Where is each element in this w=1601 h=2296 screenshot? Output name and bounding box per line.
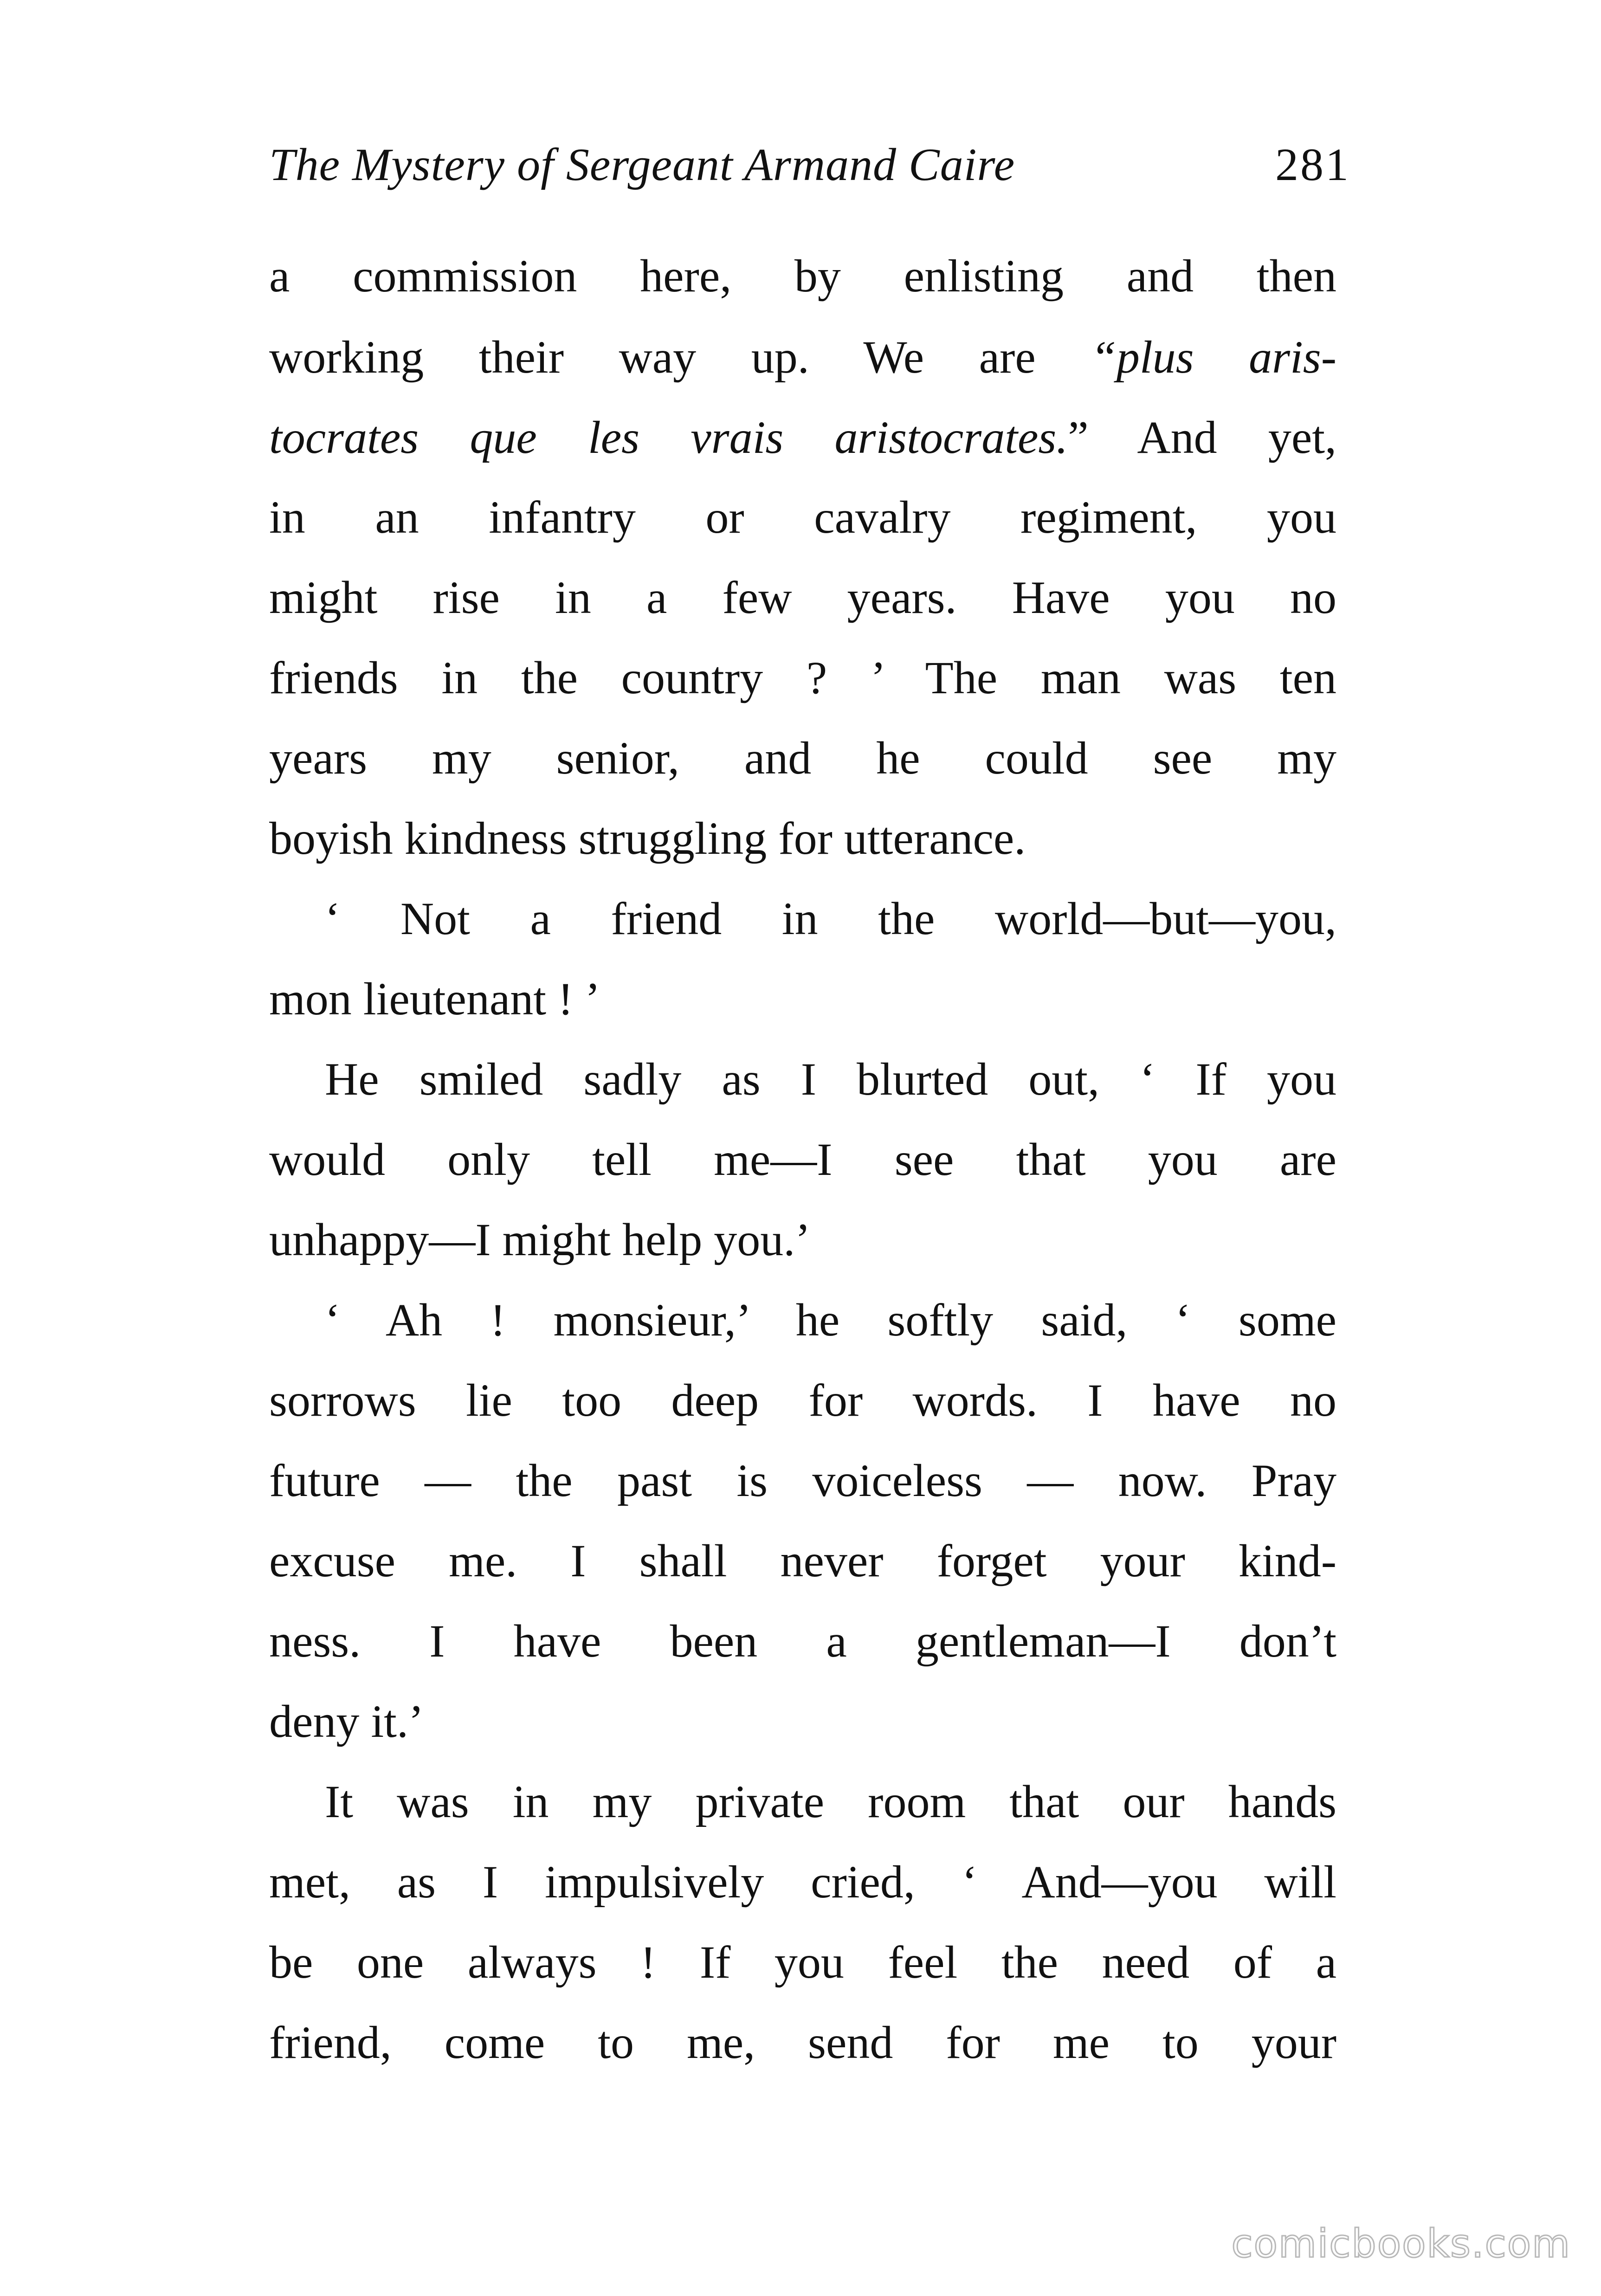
text-line-13: unhappy—I might help you.’ (269, 1214, 811, 1265)
text-line-3-italic: tocrates que les vrais aristocrates. (269, 412, 1068, 463)
text-line-10: mon lieutenant ! ’ (269, 973, 600, 1025)
text-line-15: sorrows lie too deep for words. I have no (269, 1374, 1336, 1426)
text-line-6: friends in the country ? ’ The man was ten (269, 652, 1336, 703)
text-line-7: years my senior, and he could see my (269, 732, 1336, 784)
text-line-3 (269, 403, 1336, 472)
text-line-22: be one always ! If you feel the need of a (269, 1936, 1336, 1988)
text-line-12: would only tell me—I see that you are (269, 1134, 1336, 1185)
text-line-2-italic: “plus aris- (1091, 331, 1336, 383)
text-line-14: ‘ Ah ! monsieur,’ he softly said, ‘ some (325, 1294, 1336, 1346)
text-line-3-roman: ” And yet, (1068, 412, 1336, 463)
text-line-8: boyish kindness struggling for utterance. (269, 813, 1026, 864)
text-line-9: ‘ Not a friend in the world—but—you, (325, 893, 1336, 944)
watermark: comicbooks.com (1231, 2221, 1571, 2266)
running-head (269, 132, 1350, 197)
page-number: 281 (1275, 139, 1350, 190)
running-title: The Mystery of Sergeant Armand Caire (269, 139, 1015, 190)
text-line-17: excuse me. I shall never forget your kind- (269, 1535, 1336, 1587)
text-line-18: ness. I have been a gentleman—I don’t (269, 1615, 1336, 1667)
text-line-20: It was in my private room that our hands (325, 1776, 1336, 1827)
text-line-4: in an infantry or cavalry regiment, you (269, 491, 1336, 543)
text-line-21: met, as I impulsively cried, ‘ And—you will (269, 1856, 1336, 1908)
text-line-2 (269, 322, 1336, 392)
text-line-5: might rise in a few years. Have you no (269, 572, 1336, 623)
text-line-1: a commission here, by enlisting and then (269, 250, 1336, 302)
text-line-23: friend, come to me, send for me to your (269, 2017, 1336, 2068)
text-line-11: He smiled sadly as I blurted out, ‘ If you (325, 1053, 1336, 1105)
text-line-2-roman: working their way up. We are (269, 331, 1091, 383)
text-line-19: deny it.’ (269, 1696, 424, 1747)
text-line-16: future — the past is voiceless — now. Pray (269, 1455, 1336, 1506)
